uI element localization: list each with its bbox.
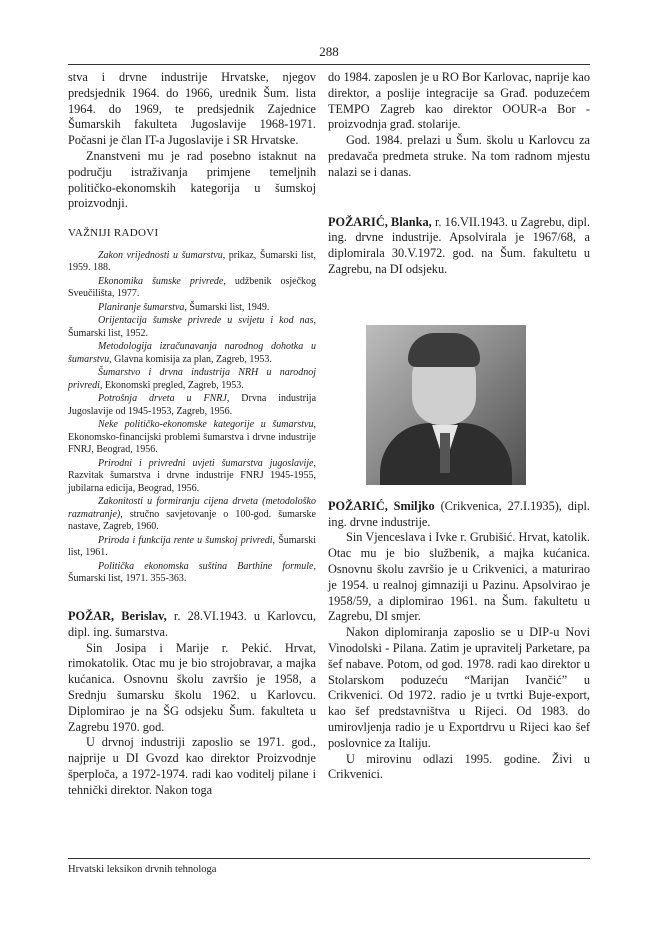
continuation-text: stva i drvne industrije Hrvatske, njegov predsjednik 1964. do 1966, urednik Šum. lista 1964. do 1969, te predsjednik Zajednice Šumarskih fakulteta Jugoslavije 1968-1971. Počasni je član IT-a Jugoslavije i SR Hrvatske. [68, 70, 316, 148]
portrait-photo [366, 325, 526, 485]
work-item: Orijentacija šumske privrede u svijetu i kod nas, Šumarski list, 1952. [68, 315, 316, 339]
entry-name: POŽAR, Berislav, [68, 608, 167, 623]
entry-paragraph: Nakon diplomiranja zaposlio se u DIP-u Novi Vinodolski - Pilana. Zatim je upravitelj Parketare, pa šef nabave. Potom, od god. 1978. radi kao direktor u Stolarskom poduzeću “Marijan Ivančić” u Crikvenici. Od 1972. radio je u tvrtki Buje-export, kao šef predstavništva u Rijeci. Od 1983. do umirovljenja radio je u Exportdrvu u Rijeci kao šef poslovnice za Italiju. [328, 625, 590, 750]
entry-name: POŽARIĆ, Blanka, [328, 214, 432, 229]
entry-paragraph: Sin Josipa i Marije r. Pekić. Hrvat, rimokatolik. Otac mu je bio strojobravar, a majka kućanica. Osnovnu školu završio je 1958, a Srednju šumarsku školu 1962. u Karlovcu. Diplomirao je na ŠG odsjeku Šum. fakulteta u Zagrebu 1970. god. [68, 640, 316, 734]
work-item: Ekonomika šumske privrede, udžbenik osječkog Sveučilišta, 1977. [68, 275, 317, 300]
continuation-text: do 1984. zaposlen je u RO Bor Karlovac, naprije kao direktor, a poslije integracije sa Građ. poduzećem TEMPO Zagreb kao direktor OOUR-a Bor - proizvodnja građ. stolarije. [328, 70, 590, 132]
entry-pozar-berislav: POŽAR, Berislav, r. 28.VI.1943. u Karlovcu, dipl. ing. šumarstva. [68, 608, 316, 639]
footer-rule [68, 858, 590, 859]
work-item: Prirodni i privredni uvjeti šumarstva jugoslavije, Razvitak šumarstva i drvne industrije FNRJ 1945-1955, jubilarna edicija, Beograd, 1956. [68, 457, 316, 494]
work-item: Neke političko-ekonomske kategorije u šumarstvu, Ekonomsko-financijski problemi šumarstva i drvne industrije FNRJ, Beograd, 1956. [68, 419, 316, 456]
entry-paragraph: Sin Vjenceslava i Ivke r. Grubišić. Hrvat, katolik. Otac mu je bio službenik, a majka kućanica. Osnovnu školu završio je u Crikvenici, a maturirao je 1954. u realnoj gimnaziji u Pazinu. Apsolvirao je 1958/59, a diplomirao 1961. na Šum. fakultetu u Zagrebu, DI smjer. [328, 530, 590, 624]
work-item: Zakon vrijednosti u šumarstvu, prikaz, Šumarski list, 1959. 188. [68, 249, 316, 274]
works-list [68, 250, 316, 586]
work-item: Zakonitosti u formiranju cijena drveta (metodološko razmatranje), stručno savjetovanje o 100-god. šumarske nastave, Zagreb, 1960. [68, 496, 316, 533]
work-item: Šumarstvo i drvna industrija NRH u narodnoj privredi, Ekonomski pregled, Zagreb, 1953. [68, 367, 316, 391]
footer-text: Hrvatski leksikon drvnih tehnologa [68, 864, 217, 875]
work-item: Potrošnja drveta u FNRJ, Drvna industrija Jugoslavije od 1945-1953, Zagreb, 1956. [68, 393, 317, 417]
page-number: 288 [319, 44, 339, 59]
right-column [328, 70, 590, 783]
works-heading: VAŽNIJI RADOVI [68, 227, 159, 240]
entry-pozaric-smiljko: POŽARIĆ, Smiljko (Crikvenica, 27.I.1935), dipl. ing. drvne industrije. [328, 498, 590, 529]
work-item: Metodologija izračunavanja narodnog dohotka u šumarstvu, Glavna komisija za plan, Zagreb, 1953. [68, 341, 316, 365]
work-item: Priroda i funkcija rente u šumskoj privredi, Šumarski list, 1961. [68, 534, 316, 559]
work-item: Politička ekonomska suština Barthine formule, Šumarski list, 1971. 355-363. [68, 560, 316, 585]
left-column [68, 70, 316, 799]
entry-paragraph: U drvnoj industriji zaposlio se 1971. god., najprije u DI Gvozd kao direktor Proizvodnje šperploča, a 1972-1974. radi kao voditelj pilane i tehnički direktor. Nakon toga [68, 735, 316, 797]
research-paragraph: Znanstveni mu je rad posebno istaknut na području istraživanja primjene temeljnih političko-ekonomskih kategorija u šumskoj proizvodnji. [68, 148, 316, 211]
entry-paragraph: God. 1984. prelazi u Šum. školu u Karlovcu za predavača predmeta struke. Na tom radnom mjestu nalazi se i danas. [328, 133, 590, 179]
entry-pozaric-blanka: POŽARIĆ, Blanka, r. 16.VII.1943. u Zagrebu, dipl. ing. drvne industrije. Apsolvirala je 1967/68, a diplomirala 30.V.1972. god. na Šum. fakultetu u Zagrebu, na DI odsjeku. [328, 214, 590, 276]
entry-name: POŽARIĆ, Smiljko [328, 498, 435, 513]
work-item: Planiranje šumarstva, Šumarski list, 1949. [98, 301, 270, 313]
header-rule [68, 64, 590, 65]
entry-paragraph: U mirovinu odlazi 1995. godine. Živi u Crikvenici. [328, 751, 590, 782]
